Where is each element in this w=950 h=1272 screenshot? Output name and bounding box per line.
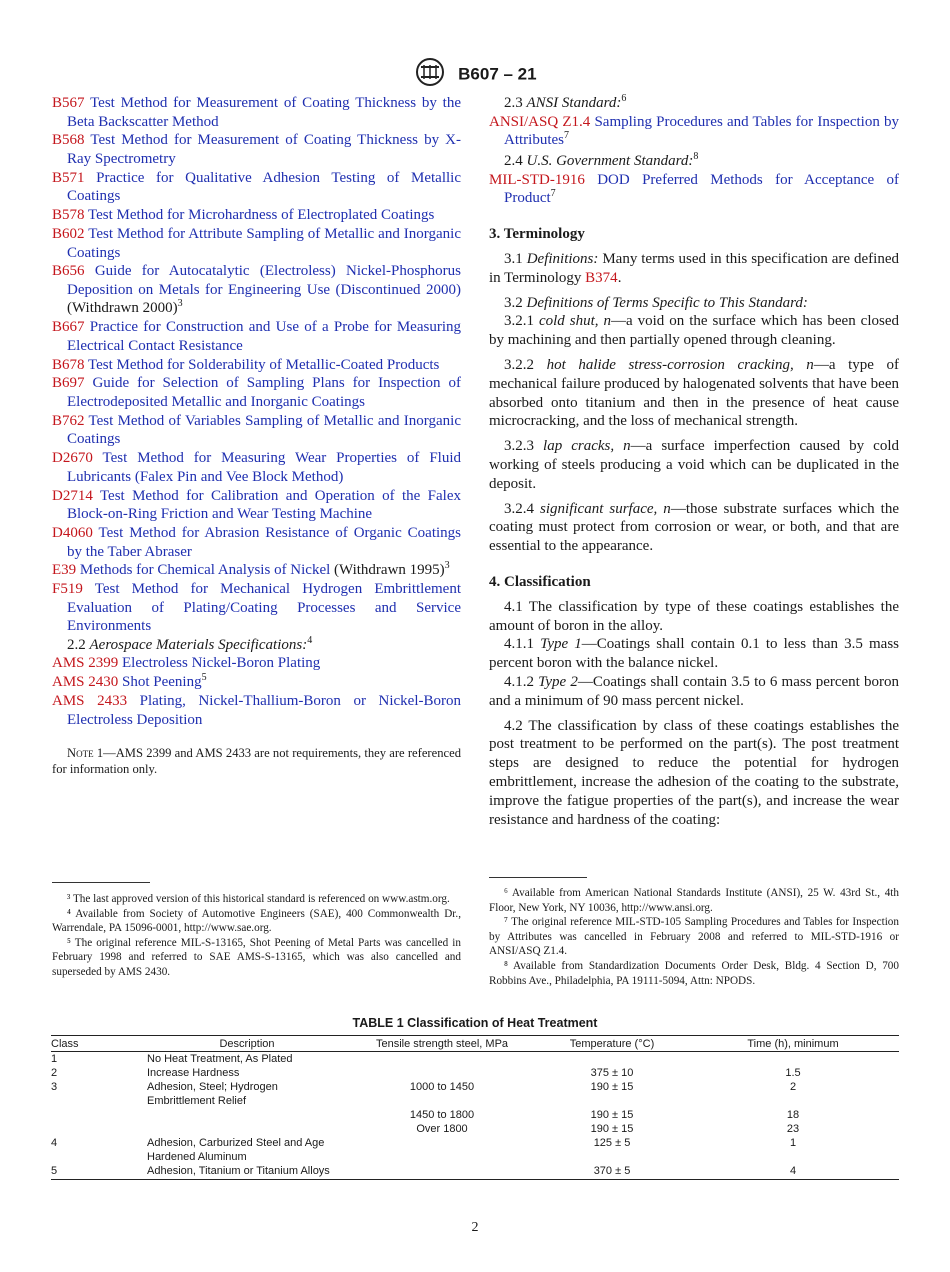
b374-link[interactable]: B374 (585, 269, 618, 286)
table-cell: Over 1800 (416, 1123, 468, 1135)
reference-b578[interactable] (52, 206, 461, 225)
referenced-documents-list (52, 94, 461, 636)
ref-title[interactable]: Test Method for Abrasion Resistance of Organic Coatings by the Taber Abraser (67, 524, 462, 560)
table-cell (347, 1164, 537, 1180)
ref-title[interactable]: Test Method for Microhardness of Electroplated Coatings (88, 207, 435, 224)
footnote: ⁶ Available from American National Standards Institute (ANSI), 25 W. 43rd St., 4th Floor, New York, NY 10036, http://www.ansi.org. (489, 887, 899, 914)
ref-code[interactable]: B656 (52, 263, 85, 280)
table-cell: 18 (786, 1109, 800, 1121)
table-cell: 125 ± 5 (593, 1137, 631, 1149)
usgov-heading: 2.4 U.S. Government Standard:$^8$ (504, 150, 699, 169)
ref-title[interactable]: Test Method for Calibration and Operation of the Falex Block-on-Ring Friction and Wear Testing Machine (67, 487, 461, 523)
table-cell: 1450 to 1800 (409, 1109, 475, 1121)
para-4-2: 4.2 The classification by class of these coatings establishes the post treatment to be performed on the part(s). The post treatment steps are designed to reduce the potential for hydrogen embrittlement, increase the adhesion of the coating to the substrate, improve the fatigue properties of the part(s), and increase the wear resistance and hardness of the coating: (489, 717, 899, 828)
ref-code[interactable]: B697 (52, 375, 85, 392)
para-3-2-3: 3.2.3 lap cracks, n—a surface imperfection caused by cold working of steels producing a void which can be duplicated in the deposit. (489, 438, 900, 492)
table-cell (147, 1108, 347, 1122)
ansi-ref[interactable]: ANSI/ASQ Z1.4 Sampling Procedures and Tables for Inspection by Attributes$^7$ (489, 113, 899, 149)
reference-b762[interactable] (52, 412, 461, 449)
ref-code[interactable]: AMS 2430 (52, 674, 119, 691)
table-cell: 1000 to 1450 (409, 1081, 475, 1093)
table-body (51, 1052, 899, 1180)
ref-sup: 3 (177, 298, 183, 310)
table-cell: Adhesion, Carburized Steel and Age Hardened Aluminum (147, 1137, 325, 1163)
table-cell: 2 (789, 1081, 797, 1093)
ref-title[interactable]: Test Method for Measurement of Coating Thickness by X-Ray Spectrometry (67, 132, 462, 167)
table-cell (347, 1066, 537, 1080)
reference-f519[interactable] (52, 580, 461, 636)
table-row (51, 1108, 899, 1122)
ref-code[interactable]: AMS 2399 (52, 655, 119, 672)
aero-refs-list (52, 654, 461, 729)
table-cell: 4 (687, 1164, 899, 1180)
page-number: 2 (471, 1220, 479, 1235)
terminology-heading: 3. Terminology (489, 225, 585, 242)
para-3-2-4: 3.2.4 significant surface, n—those substrate surfaces which the coating must protect from corrosion or wear, or both, and that are essential to the appearance. (489, 500, 899, 555)
ref-code[interactable]: D2670 (52, 450, 93, 467)
table-cell: Adhesion, Steel; Hydrogen Embrittlement Relief (147, 1081, 278, 1107)
table-cell (51, 1108, 147, 1122)
footnote: ⁸ Available from Standardization Documents Order Desk, Bldg. 4 Section D, 700 Robbins Ave., Philadelphia, PA 19111-5094, Attn: NPODS. (489, 959, 899, 987)
table-row (51, 1122, 899, 1136)
table-row (51, 1136, 899, 1164)
reference-ams-2399[interactable] (52, 654, 461, 673)
page-header (0, 57, 950, 92)
table-cell (347, 1136, 537, 1164)
reference-b602[interactable] (52, 225, 461, 262)
heat-treatment-table (51, 1035, 899, 1180)
table-row (51, 1052, 899, 1067)
table-header-cell: Temperature (°C) (537, 1036, 687, 1052)
para-4-1-2: 4.1.2 Type 2—Coatings shall contain 3.5 to 6 mass percent boron and a minimum of 90 mass percent nickel. (489, 674, 900, 709)
ref-code[interactable]: B567 (52, 95, 85, 111)
table-row (51, 1164, 899, 1180)
table-cell: 5 (51, 1164, 147, 1180)
table-header-cell: Class (51, 1036, 147, 1052)
table-row (51, 1080, 899, 1108)
footnote: ⁷ The original reference MIL-STD-105 Sampling Procedures and Tables for Inspection by Attributes was cancelled in February 2008 and referred to MIL-STD-1916 or ANSI/ASQ Z1.4. (489, 916, 899, 958)
table-cell: 1 (51, 1053, 58, 1065)
ref-title[interactable]: Guide for Selection of Sampling Plans for Inspection of Electrodeposited Metallic and Inorganic Coatings (67, 375, 462, 410)
ref-code[interactable]: F519 (52, 581, 83, 598)
para-3-1: 3.1 Definitions: Many terms used in this specification are defined in Terminology B374. (489, 250, 900, 286)
ref-title[interactable]: Practice for Construction and Use of a Probe for Measuring Electrical Contact Resistance (67, 319, 461, 354)
para-3-2: 3.2 Definitions of Terms Specific to This Standard: (504, 294, 808, 311)
reference-d2714[interactable] (52, 487, 461, 524)
ref-code[interactable]: D2714 (52, 487, 93, 504)
footnote-rule-left (52, 882, 150, 883)
ref-title[interactable]: Test Method for Measuring Wear Properties of Fluid Lubricants (Falex Pin and Vee Block Method) (67, 450, 461, 485)
table-header-cell: Tensile strength steel, MPa (347, 1036, 537, 1052)
ref-code[interactable]: B667 (52, 319, 85, 336)
ref-code[interactable]: AMS 2433 (52, 693, 128, 709)
table-title: TABLE 1 Classification of Heat Treatment (352, 1016, 598, 1030)
footnote-rule-right (489, 877, 587, 878)
table-cell: 3 (51, 1081, 58, 1093)
ref-code[interactable]: B602 (52, 225, 85, 242)
footnote: ³ The last approved version of this historical standard is referenced on www.astm.org. (67, 893, 450, 905)
table-cell: Adhesion, Titanium or Titanium Alloys (147, 1164, 347, 1180)
left-column (52, 94, 461, 790)
table-cell (687, 1052, 899, 1067)
table-header-cell: Description (147, 1036, 347, 1052)
ref-sup: 5 (201, 672, 207, 684)
astm-logo-icon (413, 57, 447, 92)
table-cell: Increase Hardness (147, 1067, 240, 1079)
reference-ams-2433[interactable] (52, 692, 461, 729)
ansi-heading: 2.3 ANSI Standard:$^6$ (504, 93, 627, 111)
document-designation: B607 – 21 (458, 64, 537, 84)
table-header-row (51, 1036, 899, 1052)
para-3-2-2: 3.2.2 hot halide stress-corrosion cracking, n—a type of mechanical failure produced by halogenated solvents that have been absorbed onto titanium and then in the presence of heat cause microcracking, and the loss of mechanical strength. (489, 356, 899, 430)
reference-b567[interactable] (52, 94, 461, 131)
right-column (489, 94, 899, 829)
reference-b571[interactable] (52, 169, 461, 206)
ref-title[interactable]: Practice for Qualitative Adhesion Testing of Metallic Coatings (67, 169, 461, 205)
footnote: ⁴ Available from Society of Automotive Engineers (SAE), 400 Commonwealth Dr., Warrendale, PA 15096-0001, http://www.sae.org. (52, 907, 461, 935)
table-cell: 375 ± 10 (590, 1067, 634, 1079)
table-cell: 2 (51, 1067, 58, 1079)
ref-title[interactable]: Shot Peening (122, 674, 202, 691)
ref-title[interactable]: Test Method for Attribute Sampling of Metallic and Inorganic Coatings (67, 225, 461, 261)
ref-code[interactable]: E39 (52, 562, 77, 579)
table-cell: 190 ± 15 (590, 1109, 634, 1121)
para-4-1: 4.1 The classification by type of these coatings establishes the amount of boron in the alloy. (489, 598, 899, 634)
ref-code[interactable]: B678 (52, 356, 85, 373)
reference-b656[interactable] (52, 262, 461, 318)
reference-b568[interactable] (52, 131, 461, 168)
ref-code[interactable]: B578 (52, 207, 85, 224)
footnote: ⁵ The original reference MIL-S-13165, Shot Peening of Metal Parts was cancelled in February 1998 and referred to SAE AMS-S-13165, which was also cancelled and superseded by AMS 2430. (52, 936, 461, 978)
reference-b667[interactable] (52, 318, 461, 355)
ref-sup: 3 (444, 560, 450, 572)
reference-d2670[interactable] (52, 449, 461, 486)
reference-ams-2430[interactable] (52, 673, 461, 692)
right-footnotes (489, 886, 899, 988)
table-cell: 1 (789, 1137, 797, 1149)
table-cell: 190 ± 15 (590, 1081, 634, 1093)
table-cell (147, 1122, 347, 1136)
classification-heading: 4. Classification (489, 573, 591, 590)
table-cell: No Heat Treatment, As Plated (147, 1053, 293, 1065)
table-header-cell: Time (h), minimum (687, 1036, 899, 1052)
table-cell (51, 1122, 147, 1136)
ref-title[interactable]: Test Method for Measurement of Coating Thickness by the Beta Backscatter Method (67, 95, 461, 130)
ref-code[interactable]: B571 (52, 169, 85, 186)
usgov-ref[interactable]: MIL-STD-1916 DOD Preferred Methods for Acceptance of Product$^7$ (489, 171, 900, 207)
table-cell (537, 1052, 687, 1067)
reference-e39[interactable] (52, 561, 461, 580)
ref-code[interactable]: B762 (52, 412, 85, 429)
table-cell: 1.5 (785, 1067, 801, 1079)
reference-b678[interactable] (52, 356, 461, 375)
ref-suffix: (Withdrawn 2000) (67, 300, 178, 317)
ref-code[interactable]: B568 (52, 132, 85, 149)
left-footnotes (52, 892, 461, 980)
reference-d4060[interactable] (52, 524, 461, 561)
para-4-1-1: 4.1.1 Type 1—Coatings shall contain 0.1 to less than 3.5 mass percent boron with the balance nickel. (489, 636, 900, 672)
table-row (51, 1066, 899, 1080)
table-cell: 23 (786, 1123, 800, 1135)
ref-title[interactable]: Guide for Autocatalytic (Electroless) Nickel-Phosphorus Deposition on Metals for Engineering Use (Discontinued 2000) (67, 263, 461, 298)
ref-title[interactable]: Test Method for Mechanical Hydrogen Embrittlement Evaluation of Plating/Coating Processes and Service Environments (67, 581, 461, 635)
aero-heading: 2.2 Aerospace Materials Specifications:$^4$ (67, 634, 313, 653)
table-cell (347, 1052, 537, 1067)
ref-title[interactable]: Electroless Nickel-Boron Plating (122, 655, 321, 672)
ref-title[interactable]: Test Method for Solderability of Metallic-Coated Products (88, 356, 440, 373)
ref-title[interactable]: Plating, Nickel-Thallium-Boron or Nickel-Boron Electroless Deposition (67, 693, 461, 728)
ref-code[interactable]: D4060 (52, 524, 93, 541)
para-3-2-1: 3.2.1 cold shut, n—a void on the surface which has been closed by machining and then partially opened through cleaning. (489, 313, 899, 349)
ref-title[interactable]: Methods for Chemical Analysis of Nickel (79, 562, 331, 579)
table-cell: 4 (51, 1137, 58, 1149)
note-1: Note 1—AMS 2399 and AMS 2433 are not requirements, they are referenced for information only. (52, 746, 461, 776)
table-cell: 190 ± 15 (590, 1123, 634, 1135)
reference-b697[interactable] (52, 374, 461, 411)
ref-suffix: (Withdrawn 1995) (330, 562, 445, 579)
table-cell: 370 ± 5 (537, 1164, 687, 1180)
ref-title[interactable]: Test Method of Variables Sampling of Metallic and Inorganic Coatings (67, 412, 461, 448)
